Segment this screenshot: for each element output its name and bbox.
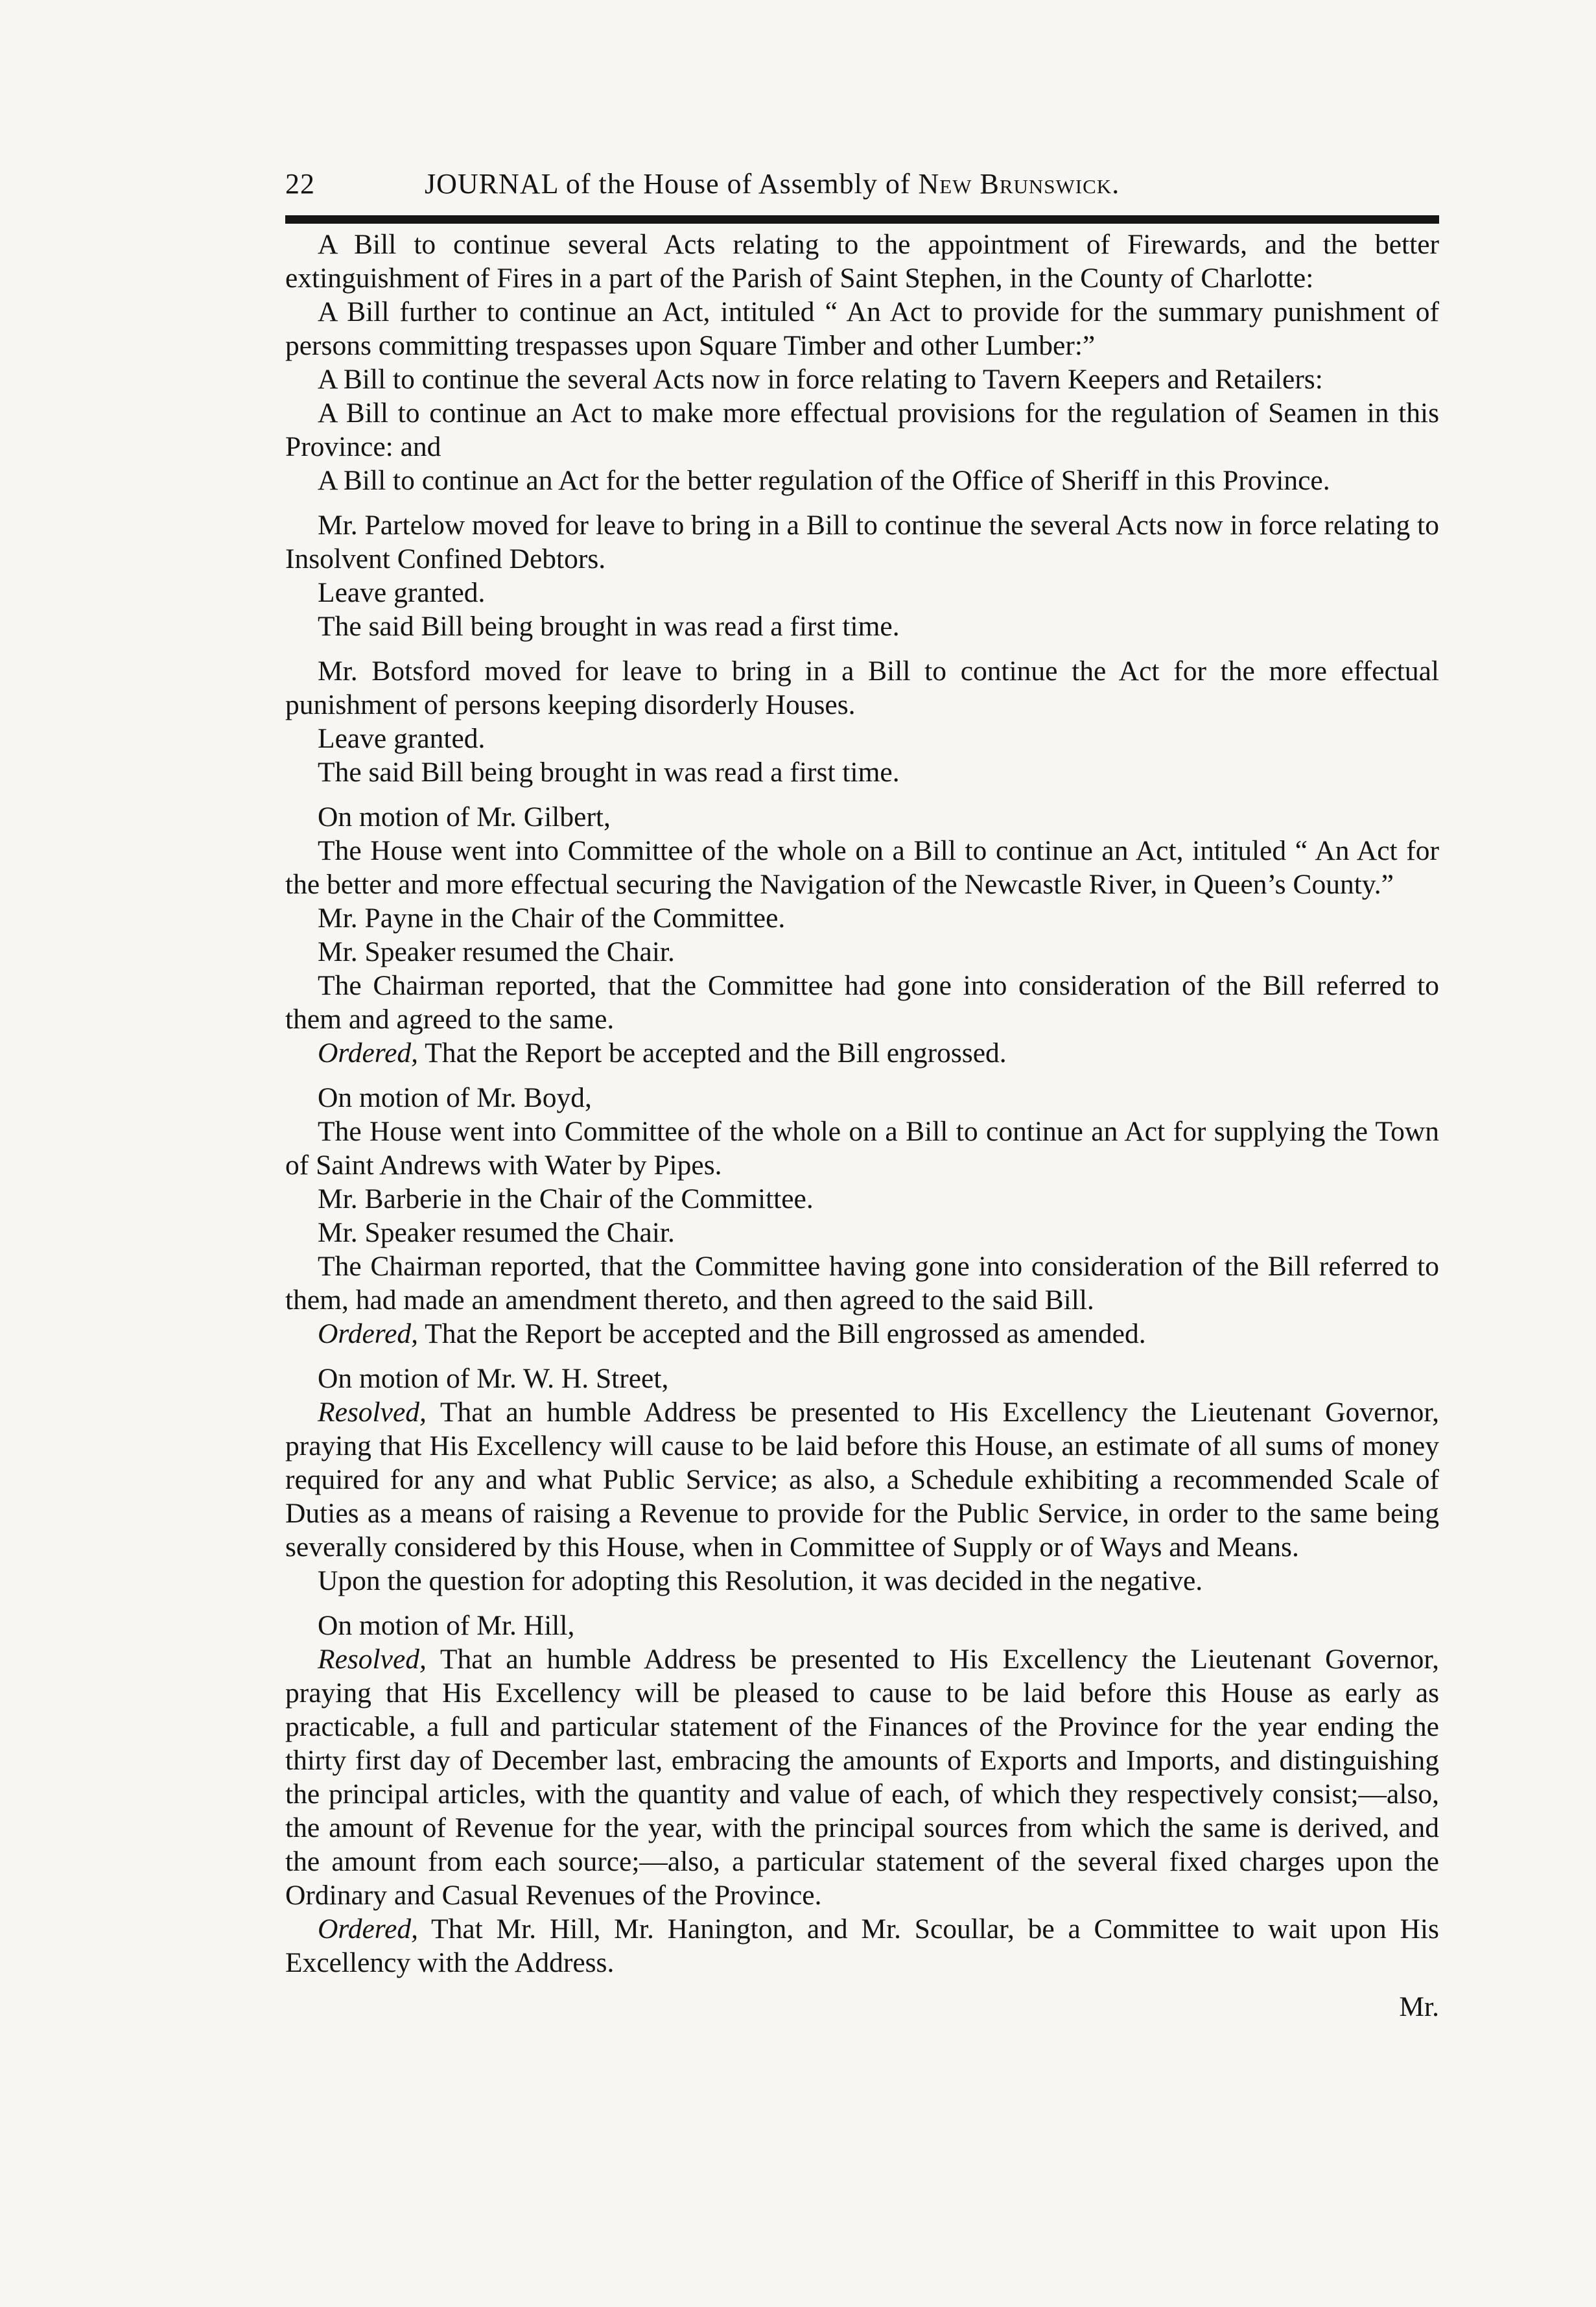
journal-paragraph [285,1081,1439,1115]
paragraph-text: The Chairman reported, that the Committee having gone into consideration of the Bill referred to them, had made an amendment thereto, and then agreed to the said Bill. [285,1251,1439,1316]
paragraph-lead: Ordered, [318,1037,419,1069]
paragraph-text: Mr. Speaker resumed the Chair. [318,936,675,967]
journal-paragraph [285,1912,1439,1980]
paragraph-text: Leave granted. [318,577,486,608]
journal-paragraph [285,1564,1439,1598]
journal-paragraph [285,464,1439,497]
journal-paragraph [285,295,1439,362]
paragraph-text: A Bill to continue an Act for the better regulation of the Office of Sheriff in this Province. [318,465,1330,496]
journal-paragraph [285,228,1439,295]
paragraph-text: Mr. Payne in the Chair of the Committee. [318,903,786,934]
journal-paragraph [285,362,1439,396]
paragraph-text: The House went into Committee of the whole on a Bill to continue an Act for supplying the Town of Saint Andrews with Water by Pipes. [285,1116,1439,1181]
paragraph-text: The said Bill being brought in was read a first time. [318,611,900,642]
paragraph-text: Upon the question for adopting this Resolution, it was decided in the negative. [318,1565,1203,1596]
page-header [285,156,1439,202]
journal-body [285,228,1439,1980]
journal-paragraph [285,576,1439,609]
journal-paragraph [285,1182,1439,1216]
journal-paragraph [285,969,1439,1036]
catchword: Mr. [1399,1991,1439,2022]
paragraph-text: Mr. Partelow moved for leave to bring in a Bill to continue the several Acts now in force relating to Insolvent Confined Debtors. [285,510,1439,574]
page-number: 22 [285,168,315,200]
paragraph-text: A Bill to continue the several Acts now in force relating to Tavern Keepers and Retailers: [318,364,1323,395]
journal-paragraph [285,1036,1439,1070]
journal-paragraph [285,834,1439,901]
paragraph-text: A Bill further to continue an Act, intituled “ An Act to provide for the summary punishment of persons committing trespasses upon Square Timber and other Lumber:” [285,296,1439,361]
paragraph-text: The Chairman reported, that the Committee had gone into consideration of the Bill referred to them and agreed to the same. [285,970,1439,1035]
paragraph-text: Mr. Speaker resumed the Chair. [318,1217,675,1248]
paragraph-text: The House went into Committee of the whole on a Bill to continue an Act, intituled “ An Act for the better and more effectual securing the Navigation of the Newcastle River, in Queen’s County.” [285,835,1439,900]
journal-paragraph [285,1609,1439,1642]
paragraph-lead: Ordered, [318,1318,419,1349]
paragraph-text: Mr. Botsford moved for leave to bring in a Bill to continue the Act for the more effectual punishment of persons keeping disorderly Houses. [285,656,1439,720]
journal-paragraph [285,935,1439,969]
paragraph-text: Mr. Barberie in the Chair of the Committee. [318,1183,814,1214]
paragraph-text: On motion of Mr. Hill, [318,1610,575,1641]
paragraph-text: On motion of Mr. W. H. Street, [318,1363,669,1394]
running-title-prefix: JOURNAL of the House of Assembly of [425,168,911,200]
journal-paragraph [285,1395,1439,1564]
journal-paragraph [285,1362,1439,1395]
journal-paragraph [285,1216,1439,1249]
journal-paragraph [285,1249,1439,1317]
paragraph-lead: Resolved, [318,1644,427,1675]
paragraph-text: A Bill to continue an Act to make more effectual provisions for the regulation of Seamen in this Province: and [285,397,1439,462]
paragraph-text: That Mr. Hill, Mr. Hanington, and Mr. Scoullar, be a Committee to wait upon His Excellency with the Address. [285,1913,1439,1978]
paragraph-lead: Resolved, [318,1397,427,1428]
journal-paragraph [285,1642,1439,1912]
paragraph-text: That an humble Address be presented to His Excellency the Lieutenant Governor, praying that His Excellency will cause to be laid before this House, an estimate of all sums of money required for any and what Public Service; as also, a Schedule exhibiting a recommended Scale of Duties as a means of raising a Revenue to provide for the Public Service, in order to the same being severally considered by this House, when in Committee of Supply or of Ways and Means. [285,1397,1439,1563]
paragraph-text: That an humble Address be presented to His Excellency the Lieutenant Governor, praying that His Excellency will be pleased to cause to be laid before this House as early as practicable, a full and particular statement of the Finances of the Province for the year ending the thirty first day of December last, embracing the amounts of Exports and Imports, and distinguishing the principal articles, with the quantity and value of each, of which they respectively consist;—also, the amount of Revenue for the year, with the principal sources from which the same is derived, and the amount from each source;—also, a particular statement of the several fixed charges upon the Ordinary and Casual Revenues of the Province. [285,1644,1439,1911]
running-title-place: New Brunswick. [918,168,1120,200]
journal-page [285,156,1439,2024]
journal-paragraph [285,722,1439,755]
paragraph-text: That the Report be accepted and the Bill engrossed as amended. [425,1318,1146,1349]
journal-paragraph [285,396,1439,464]
paragraph-text: The said Bill being brought in was read a first time. [318,757,900,788]
paragraph-text: A Bill to continue several Acts relating to the appointment of Firewards, and the better extinguishment of Fires in a part of the Parish of Saint Stephen, in the County of Charlotte: [285,229,1439,294]
paragraph-lead: Ordered, [318,1913,419,1945]
journal-paragraph [285,800,1439,834]
paragraph-text: On motion of Mr. Gilbert, [318,801,611,833]
journal-paragraph [285,1115,1439,1182]
journal-paragraph [285,755,1439,789]
paragraph-text: On motion of Mr. Boyd, [318,1082,592,1113]
journal-paragraph [285,1317,1439,1351]
journal-paragraph [285,901,1439,935]
journal-paragraph [285,654,1439,722]
journal-paragraph [285,508,1439,576]
journal-paragraph [285,609,1439,643]
header-rule [285,215,1439,224]
paragraph-text: That the Report be accepted and the Bill engrossed. [425,1037,1007,1069]
paragraph-text: Leave granted. [318,723,486,754]
running-title [425,167,1120,200]
